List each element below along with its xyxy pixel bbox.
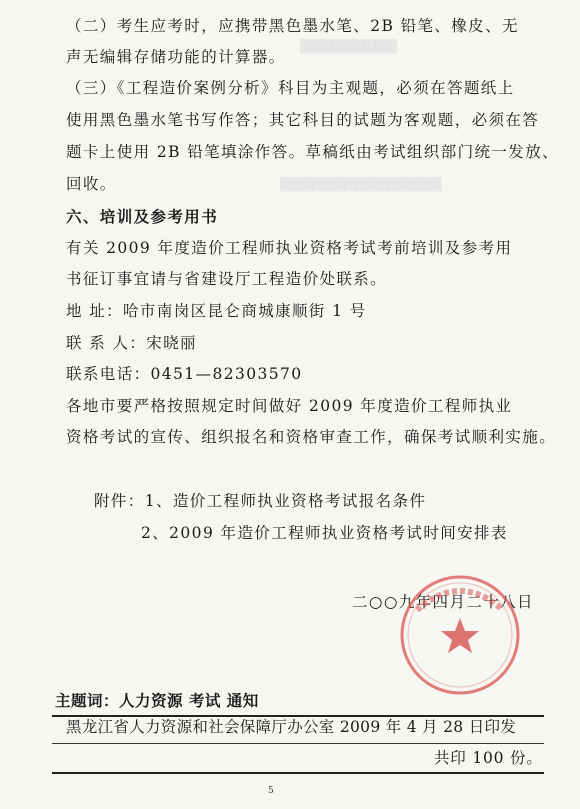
paragraph-3-line-3: 题卡上使用 2B 铅笔填涂作答。草稿纸由考试组织部门统一发放、 xyxy=(66,143,560,161)
section-6-line-1: 有关 2009 年度造价工程师执业资格考试考前培训及参考用 xyxy=(66,239,513,257)
paragraph-3-line-4: 回收。 xyxy=(66,175,117,193)
page-number: 5 xyxy=(268,786,274,796)
paragraph-3-line-1: （三）《工程造价案例分析》科目为主观题，必须在答题纸上 xyxy=(66,79,515,97)
signature-date: 二○○九年四月二十八日 xyxy=(352,593,534,611)
notice-line-2: 资格考试的宣传、组织报名和资格审查工作，确保考试顺利实施。 xyxy=(66,428,557,446)
issuer-line: 黑龙江省人力资源和社会保障厅办公室 2009 年 4 月 28 日印发 xyxy=(66,718,517,736)
contact-address: 地 址：哈市南岗区昆仑商城康顺街 1 号 xyxy=(66,302,367,320)
seal-star-icon xyxy=(441,618,479,653)
paragraph-2-line-1: （二）考生应考时，应携带黑色墨水笔、2B 铅笔、橡皮、无 xyxy=(66,17,519,35)
subject-keywords: 主题词：人力资源 考试 通知 xyxy=(55,692,259,710)
attachment-2: 2、2009 年造价工程师执业资格考试时间安排表 xyxy=(141,524,508,542)
section-6-line-2: 书征订事宜请与省建设厅工程造价处联系。 xyxy=(66,270,388,288)
attachment-1: 附件：1、造价工程师执业资格考试报名条件 xyxy=(94,492,427,510)
contact-phone: 联系电话：0451—82303570 xyxy=(66,365,303,383)
print-copies: 共印 100 份。 xyxy=(434,749,543,767)
paragraph-3-line-2: 使用黑色墨水笔书写作答；其它科目的试题为客观题，必须在答 xyxy=(66,111,540,129)
paragraph-2-line-2: 声无编辑存储功能的计算器。 xyxy=(66,48,286,66)
footer-rule-middle xyxy=(52,743,544,744)
bleed-through-texture: ▇▇▇▇▇▇▇▇▇▇▇▇▇▇▇ xyxy=(280,176,442,192)
contact-person: 联 系 人：宋晓丽 xyxy=(66,334,197,352)
section-6-heading: 六、培训及参考用书 xyxy=(66,208,219,226)
official-seal xyxy=(395,570,525,700)
bleed-through-texture: ▇▇▇▇▇▇▇▇▇ xyxy=(300,38,397,54)
footer-rule-bottom xyxy=(52,772,544,774)
notice-line-1: 各地市要严格按照规定时间做好 2009 年度造价工程师执业 xyxy=(66,397,513,415)
